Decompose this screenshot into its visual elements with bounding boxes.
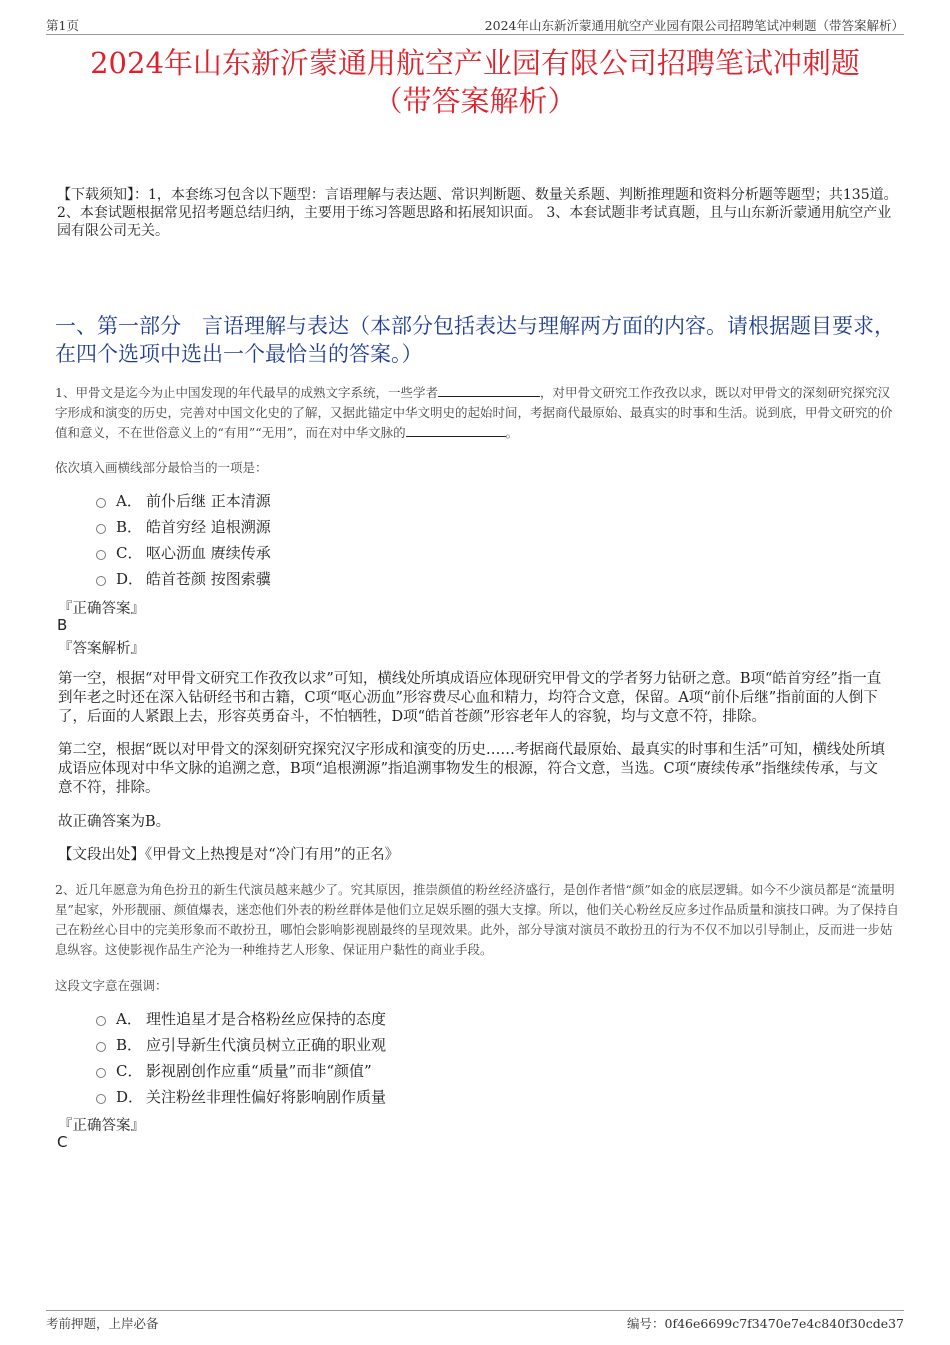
option-d[interactable]: D． 皓首苍颜 按图索骥 (96, 566, 271, 592)
radio-icon[interactable] (96, 550, 106, 560)
answer-label: 『正确答案』 (58, 1118, 145, 1134)
q1-text-c: 。 (505, 425, 519, 440)
question-1-options (96, 488, 271, 592)
q1-text-a: 1、甲骨文是迄今为止中国发现的年代最早的成熟文字系统，一些学者 (55, 385, 438, 400)
source-note: 【文段出处】《甲骨文上热搜是对“冷门有用”的正名》 (58, 847, 400, 863)
analysis-label: 『答案解析』 (58, 641, 145, 657)
answer-label: 『正确答案』 (58, 601, 145, 617)
option-a[interactable]: A． 前仆后继 正本清源 (96, 488, 271, 514)
analysis-paragraph-2: 第二空，根据“既以对甲骨文的深刻研究探究汉字形成和演变的历史……考据商代最原始、最真实的时事和生活”可知，横线处所填成语应体现对中华文脉的追溯之意，B项“追根溯源”指追溯事物发生的根源，符合文意，当选。C项“赓续传承”指继续传承，与文意不符，排除。 (58, 742, 885, 796)
option-b[interactable]: B． 应引导新生代演员树立正确的职业观 (96, 1032, 386, 1058)
question-2-options (96, 1006, 386, 1110)
title-line-2: （带答案解析） (373, 84, 577, 118)
answer-value: B (57, 616, 68, 634)
q1-text-b: ，对甲骨文研究工作孜孜以求，既以对甲骨文的深刻研究探究汉字形成和演变的历史，完善对中国文化史的了解，又据此锚定中华文明史的起始时间，考据商代最原始、最真实的时事和生活。说到底，甲骨文研究的价值和意义，不在世俗意义上的“有用”“无用”，而在对中华文脉的 (55, 385, 893, 440)
document-id: 编号：0f46e6699c7f3470e7e4c840f30cde37 (627, 1316, 904, 1331)
option-c[interactable]: C． 影视剧创作应重“质量”而非“颜值” (96, 1058, 386, 1084)
radio-icon[interactable] (96, 1094, 106, 1104)
page-number: 第1页 (46, 18, 79, 33)
page-header (46, 14, 904, 35)
radio-icon[interactable] (96, 1016, 106, 1026)
analysis-conclusion: 故正确答案为B。 (58, 814, 171, 830)
header-doc-title: 2024年山东新沂蒙通用航空产业园有限公司招聘笔试冲刺题（带答案解析） (484, 18, 904, 33)
radio-icon[interactable] (96, 1042, 106, 1052)
question-2-prompt: 这段文字意在强调： (55, 978, 168, 993)
footer-slogan: 考前押题，上岸必备 (46, 1316, 159, 1331)
fill-blank-2 (406, 424, 506, 437)
radio-icon[interactable] (96, 498, 106, 508)
option-c[interactable]: C． 呕心沥血 赓续传承 (96, 540, 271, 566)
section-title: 一、第一部分 言语理解与表达（本部分包括表达与理解两方面的内容。请根据题目要求，在四个选项中选出一个最恰当的答案。） (55, 314, 895, 366)
question-1-prompt: 依次填入画横线部分最恰当的一项是： (55, 460, 268, 475)
document-title (40, 44, 910, 120)
radio-icon[interactable] (96, 1068, 106, 1078)
answer-value: C (57, 1133, 68, 1151)
title-line-1: 2024年山东新沂蒙通用航空产业园有限公司招聘笔试冲刺题 (90, 46, 860, 80)
analysis-paragraph-1: 第一空，根据“对甲骨文研究工作孜孜以求”可知，横线处所填成语应体现研究甲骨文的学者努力钻研之意。B项“皓首穷经”指一直到年老之时还在深入钻研经书和古籍，C项“呕心沥血”形容费尽心血和精力，均符合文意，保留。A项“前仆后继”指前面的人倒下了，后面的人紧跟上去，形容英勇奋斗，不怕牺牲，D项“皓首苍颜”形容老年人的容貌，均与文意不符，排除。 (58, 671, 882, 725)
download-notice: 【下载须知】：1，本套练习包含以下题型：言语理解与表达题、常识判断题、数量关系题、判断推理题和资料分析题等题型；共135道。 2、本套试题根据常见招考题总结归纳，主要用于练习答题思路和拓展知识面。 3、本套试题非考试真题，且与山东新沂蒙通用航空产业园有限公司无关。 (57, 187, 898, 239)
fill-blank-1 (438, 384, 540, 397)
radio-icon[interactable] (96, 576, 106, 586)
option-a[interactable]: A． 理性追星才是合格粉丝应保持的态度 (96, 1006, 386, 1032)
radio-icon[interactable] (96, 524, 106, 534)
question-2-text: 2、近几年愿意为角色扮丑的新生代演员越来越少了。究其原因，推崇颜值的粉丝经济盛行，是创作者惜“颜”如金的底层逻辑。如今不少演员都是“流量明星”起家，外形靓丽、颜值爆表，迷恋他们外表的粉丝群体是他们立足娱乐圈的强大支撑。所以，他们关心粉丝反应多过作品质量和演技口碑。为了保持自己在粉丝心目中的完美形象而不敢扮丑，哪怕会影响影视剧最终的呈现效果。此外，部分导演对演员不敢扮丑的行为不仅不加以引导制止，反而进一步姑息纵容。这使影视作品生产沦为一种维持艺人形象、保证用户黏性的商业手段。 (55, 882, 899, 957)
question-1-text (55, 383, 900, 443)
page-footer (46, 1310, 904, 1333)
option-d[interactable]: D． 关注粉丝非理性偏好将影响剧作质量 (96, 1084, 386, 1110)
option-b[interactable]: B． 皓首穷经 追根溯源 (96, 514, 271, 540)
